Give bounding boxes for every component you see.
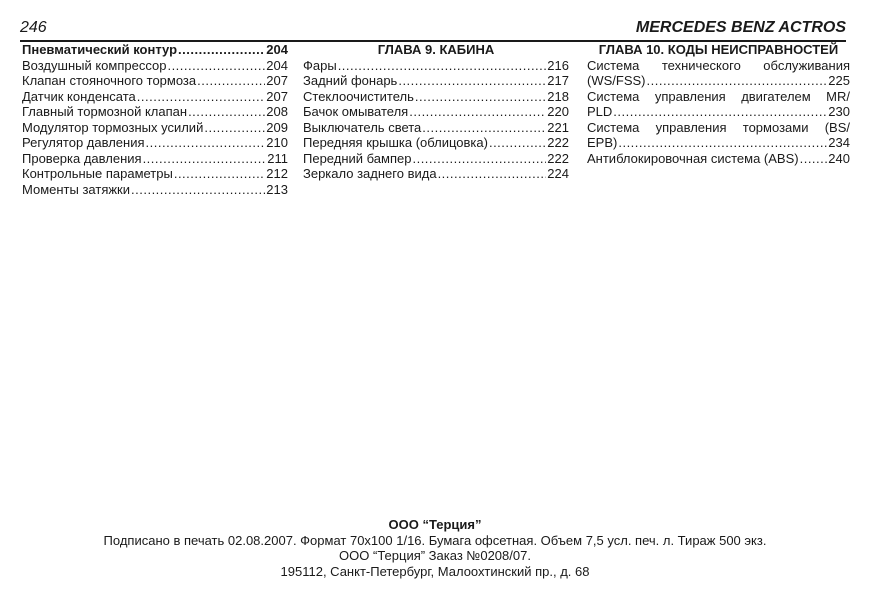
toc-entry[interactable] (22, 42, 288, 58)
toc-entry-page: 212 (266, 166, 288, 181)
toc-entry-title: Моменты затяжки (22, 181, 131, 197)
toc-entry[interactable] (22, 58, 288, 74)
toc-entry-title: Бачок омывателя (303, 104, 409, 119)
toc-entry[interactable] (303, 104, 569, 120)
toc-entry[interactable] (22, 89, 288, 105)
publisher-name: ООО “Терция” (388, 517, 482, 532)
toc-entry-title: Регулятор давления (22, 135, 145, 150)
toc-entry-page: 210 (266, 135, 288, 150)
toc-entry[interactable] (22, 182, 288, 198)
toc-entry[interactable] (587, 120, 850, 151)
toc-entry[interactable] (22, 73, 288, 89)
toc-entry-title: Антиблокировочная система (ABS) (587, 150, 799, 166)
toc-entry-page: 209 (266, 119, 288, 135)
toc-entry-title: Главный тормозной клапан (22, 104, 188, 119)
toc-entry-title: Стеклоочиститель (303, 88, 414, 104)
imprint-line-1: Подписано в печать 02.08.2007. Формат 70x100 1/16. Бумага офсетная. Объем 7,5 усл. печ. л. Тираж 500 экз. (103, 532, 767, 548)
toc-entry-page: 222 (547, 135, 569, 150)
toc-entry-page: 224 (547, 166, 569, 181)
toc-entry-title: Модулятор тормозных усилий (22, 119, 204, 135)
toc-entry[interactable] (22, 120, 288, 136)
toc-entry-page: 216 (547, 57, 569, 73)
toc-leader-dots (422, 120, 546, 136)
toc-leader-dots (178, 42, 265, 58)
imprint (0, 517, 870, 579)
toc-entry-title-line1: Система управления тормозами (BS/ (587, 119, 850, 135)
toc-leader-dots (197, 73, 265, 89)
toc-leader-dots (489, 135, 546, 151)
toc-leader-dots (167, 58, 265, 74)
toc-leader-dots (174, 166, 265, 182)
toc-column-1 (22, 42, 288, 197)
toc-leader-dots (188, 104, 265, 120)
toc-entry[interactable] (22, 135, 288, 151)
toc-entry[interactable] (22, 104, 288, 120)
toc-entry-title: Пневматический контур (22, 42, 178, 57)
toc-leader-dots (438, 166, 547, 182)
toc-entry-page: 207 (266, 73, 288, 88)
chapter-title: ГЛАВА 10. КОДЫ НЕИСПРАВНОСТЕЙ (598, 42, 839, 57)
toc-entry-title: Клапан стояночного тормоза (22, 73, 197, 88)
toc-entry[interactable] (22, 166, 288, 182)
toc-entry[interactable] (303, 73, 569, 89)
toc-leader-dots (143, 151, 267, 167)
toc-leader-dots (398, 73, 546, 89)
toc-column-3 (587, 42, 850, 166)
toc-leader-dots (338, 58, 547, 74)
toc-leader-dots (415, 89, 546, 105)
toc-entry-page: 204 (266, 42, 288, 57)
toc-entry-title: Контрольные параметры (22, 166, 173, 181)
toc-entry-page: 204 (266, 57, 288, 73)
toc-entry-page: 225 (828, 73, 850, 88)
toc-entry-page: 218 (547, 88, 569, 104)
toc-leader-dots (146, 135, 266, 151)
toc-entry-title: Фары (303, 57, 337, 73)
toc-leader-dots (618, 135, 827, 151)
toc-leader-dots (137, 89, 266, 105)
toc-leader-dots (647, 73, 828, 89)
toc-entry[interactable] (587, 89, 850, 120)
toc-leader-dots (204, 120, 265, 136)
toc-entry[interactable] (587, 151, 850, 167)
toc-leader-dots (409, 104, 546, 120)
toc-entry[interactable] (587, 58, 850, 89)
imprint-line-2: ООО “Терция” Заказ №0208/07. (339, 548, 531, 563)
toc-entry[interactable] (303, 58, 569, 74)
toc-entry-page: 240 (828, 150, 850, 166)
toc-entry-title: Передний бампер (303, 150, 412, 166)
toc-entry-title: Воздушный компрессор (22, 57, 167, 73)
toc-entry-page: 234 (828, 135, 850, 150)
toc-entry-title: Проверка давления (22, 150, 142, 166)
toc-entry-title-line1: Система управления двигателем MR/ (587, 88, 850, 104)
page-header (20, 18, 846, 42)
toc-entry-page: 213 (266, 181, 288, 197)
toc-entry[interactable] (303, 166, 569, 182)
toc-leader-dots (613, 104, 827, 120)
toc-entry-title-line2: PLD (587, 104, 613, 119)
toc-entry-page: 211 (267, 150, 288, 166)
toc-entry-title: Датчик конденсата (22, 88, 136, 104)
toc-entry[interactable] (303, 89, 569, 105)
book-title: MERCEDES BENZ ACTROS (635, 19, 846, 36)
toc-leader-dots (800, 151, 828, 167)
toc-entry-page: 208 (266, 104, 288, 119)
toc-entry[interactable] (22, 151, 288, 167)
imprint-line-3: 195112, Санкт-Петербург, Малоохтинский пр., д. 68 (280, 563, 590, 579)
page-number: 246 (20, 19, 47, 36)
toc-entry-title-line2: (WS/FSS) (587, 73, 646, 88)
toc-leader-dots (412, 151, 546, 167)
toc-entry-page: 217 (547, 73, 569, 88)
toc-entry-title: Выключатель света (303, 119, 422, 135)
toc-entry-title-line2: EPB) (587, 135, 618, 150)
toc-entry-page: 220 (547, 104, 569, 119)
toc-entry-title-line1: Система технического обслуживания (587, 57, 850, 73)
toc-column-2 (303, 42, 569, 182)
toc-entry-page: 221 (547, 119, 569, 135)
chapter-title: ГЛАВА 9. КАБИНА (377, 42, 495, 57)
toc-leader-dots (131, 182, 265, 198)
toc-entry[interactable] (303, 151, 569, 167)
toc-entry[interactable] (303, 120, 569, 136)
toc-entry-page: 207 (266, 88, 288, 104)
toc-entry-title: Передняя крышка (облицовка) (303, 135, 488, 150)
toc-entry[interactable] (303, 135, 569, 151)
toc-entry-page: 230 (828, 104, 850, 119)
toc-entry-title: Зеркало заднего вида (303, 166, 437, 181)
toc-entry-page: 222 (547, 150, 569, 166)
toc-entry-title: Задний фонарь (303, 73, 398, 88)
